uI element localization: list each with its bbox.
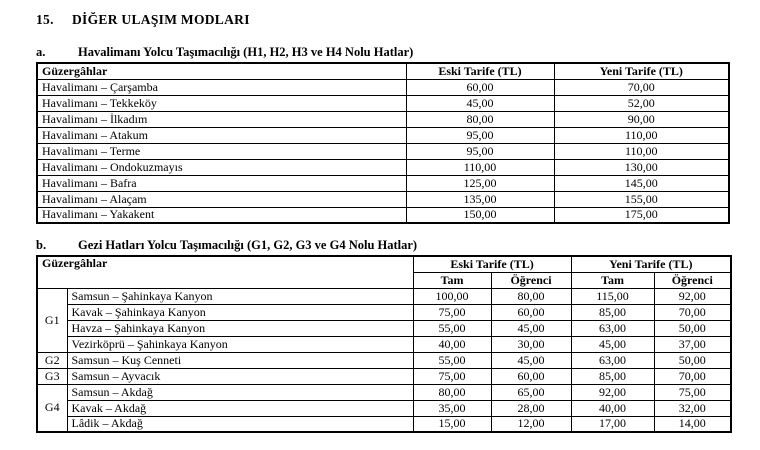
table-row — [37, 352, 731, 368]
route-cell: Havalimanı – Alaçam — [37, 191, 406, 207]
yeni-tarife-cell: 110,00 — [554, 143, 729, 159]
yeni-tam-cell: 40,00 — [571, 400, 654, 416]
table-row — [37, 416, 731, 432]
eski-ogrenci-cell: 60,00 — [491, 368, 571, 384]
route-cell: Havalimanı – Yakakent — [37, 207, 406, 223]
table-row — [37, 384, 731, 400]
yeni-ogrenci-cell: 50,00 — [654, 320, 731, 336]
route-cell: Lâdik – Akdağ — [67, 416, 413, 432]
line-group-cell: G2 — [37, 352, 67, 368]
yeni-ogrenci-cell: 37,00 — [654, 336, 731, 352]
eski-tam-cell: 15,00 — [413, 416, 491, 432]
document-title — [36, 12, 760, 28]
column-header-yeni-tarife: Yeni Tarife (TL) — [571, 256, 731, 272]
eski-ogrenci-cell: 45,00 — [491, 320, 571, 336]
route-cell: Kavak – Şahinkaya Kanyon — [67, 304, 413, 320]
column-header-eski-tam: Tam — [413, 272, 491, 288]
yeni-ogrenci-cell: 92,00 — [654, 288, 731, 304]
column-header-yeni-tarife: Yeni Tarife (TL) — [554, 63, 729, 79]
table-row — [37, 191, 729, 207]
yeni-tam-cell: 85,00 — [571, 368, 654, 384]
airport-table-header-row — [37, 63, 729, 79]
route-cell: Samsun – Kuş Cenneti — [67, 352, 413, 368]
eski-ogrenci-cell: 80,00 — [491, 288, 571, 304]
airport-tariff-table — [36, 62, 730, 224]
yeni-tam-cell: 63,00 — [571, 352, 654, 368]
yeni-tam-cell: 115,00 — [571, 288, 654, 304]
tour-lines-tariff-table — [36, 255, 732, 433]
yeni-tarife-cell: 175,00 — [554, 207, 729, 223]
yeni-ogrenci-cell: 70,00 — [654, 304, 731, 320]
table-row — [37, 368, 731, 384]
table-row — [37, 320, 731, 336]
yeni-tam-cell: 17,00 — [571, 416, 654, 432]
section-b-heading — [36, 238, 760, 253]
column-header-guzergahlar: Güzergâhlar — [37, 256, 413, 288]
section-a-label: a. — [36, 45, 46, 59]
route-cell: Havalimanı – Tekkeköy — [37, 95, 406, 111]
eski-tarife-cell: 110,00 — [406, 159, 554, 175]
column-header-eski-tarife: Eski Tarife (TL) — [413, 256, 571, 272]
table-row — [37, 336, 731, 352]
table-row — [37, 143, 729, 159]
table-row — [37, 127, 729, 143]
table-row — [37, 207, 729, 223]
eski-ogrenci-cell: 28,00 — [491, 400, 571, 416]
yeni-tarife-cell: 90,00 — [554, 111, 729, 127]
route-cell: Havalimanı – Bafra — [37, 175, 406, 191]
route-cell: Samsun – Akdağ — [67, 384, 413, 400]
yeni-tarife-cell: 155,00 — [554, 191, 729, 207]
section-b-label: b. — [36, 238, 47, 252]
column-header-guzergahlar: Güzergâhlar — [37, 63, 406, 79]
yeni-ogrenci-cell: 75,00 — [654, 384, 731, 400]
yeni-ogrenci-cell: 14,00 — [654, 416, 731, 432]
eski-tam-cell: 75,00 — [413, 368, 491, 384]
eski-tarife-cell: 95,00 — [406, 143, 554, 159]
yeni-tam-cell: 92,00 — [571, 384, 654, 400]
column-header-eski-ogrenci: Öğrenci — [491, 272, 571, 288]
yeni-ogrenci-cell: 32,00 — [654, 400, 731, 416]
eski-ogrenci-cell: 30,00 — [491, 336, 571, 352]
yeni-tam-cell: 45,00 — [571, 336, 654, 352]
route-cell: Havalimanı – Ondokuzmayıs — [37, 159, 406, 175]
yeni-tarife-cell: 70,00 — [554, 79, 729, 95]
route-cell: Vezirköprü – Şahinkaya Kanyon — [67, 336, 413, 352]
document-title-text: DİĞER ULAŞIM MODLARI — [72, 12, 250, 27]
eski-tarife-cell: 80,00 — [406, 111, 554, 127]
column-header-eski-tarife: Eski Tarife (TL) — [406, 63, 554, 79]
column-header-yeni-ogrenci: Öğrenci — [654, 272, 731, 288]
yeni-ogrenci-cell: 70,00 — [654, 368, 731, 384]
eski-tarife-cell: 135,00 — [406, 191, 554, 207]
eski-tam-cell: 55,00 — [413, 352, 491, 368]
eski-tam-cell: 40,00 — [413, 336, 491, 352]
eski-ogrenci-cell: 60,00 — [491, 304, 571, 320]
table-row — [37, 159, 729, 175]
table-row — [37, 111, 729, 127]
document-title-number: 15. — [36, 12, 54, 27]
eski-ogrenci-cell: 65,00 — [491, 384, 571, 400]
table-row — [37, 304, 731, 320]
section-a-heading — [36, 45, 760, 60]
eski-tarife-cell: 95,00 — [406, 127, 554, 143]
route-cell: Samsun – Ayvacık — [67, 368, 413, 384]
line-group-cell: G4 — [37, 384, 67, 432]
eski-tam-cell: 80,00 — [413, 384, 491, 400]
eski-tarife-cell: 45,00 — [406, 95, 554, 111]
eski-ogrenci-cell: 12,00 — [491, 416, 571, 432]
table-row — [37, 79, 729, 95]
eski-tarife-cell: 150,00 — [406, 207, 554, 223]
tour-table-header-row-1 — [37, 256, 731, 272]
yeni-ogrenci-cell: 50,00 — [654, 352, 731, 368]
table-row — [37, 175, 729, 191]
route-cell: Havalimanı – Çarşamba — [37, 79, 406, 95]
yeni-tarife-cell: 130,00 — [554, 159, 729, 175]
eski-tam-cell: 35,00 — [413, 400, 491, 416]
eski-ogrenci-cell: 45,00 — [491, 352, 571, 368]
yeni-tam-cell: 85,00 — [571, 304, 654, 320]
route-cell: Samsun – Şahinkaya Kanyon — [67, 288, 413, 304]
column-header-yeni-tam: Tam — [571, 272, 654, 288]
eski-tam-cell: 75,00 — [413, 304, 491, 320]
yeni-tarife-cell: 52,00 — [554, 95, 729, 111]
route-cell: Havalimanı – Atakum — [37, 127, 406, 143]
route-cell: Havalimanı – İlkadım — [37, 111, 406, 127]
table-row — [37, 95, 729, 111]
route-cell: Kavak – Akdağ — [67, 400, 413, 416]
line-group-cell: G1 — [37, 288, 67, 352]
section-b-heading-text: Gezi Hatları Yolcu Taşımacılığı (G1, G2, G3 ve G4 Nolu Hatlar) — [78, 238, 418, 252]
yeni-tarife-cell: 145,00 — [554, 175, 729, 191]
section-a-heading-text: Havalimanı Yolcu Taşımacılığı (H1, H2, H3 ve H4 Nolu Hatlar) — [78, 45, 414, 59]
yeni-tarife-cell: 110,00 — [554, 127, 729, 143]
table-row — [37, 400, 731, 416]
line-group-cell: G3 — [37, 368, 67, 384]
eski-tam-cell: 55,00 — [413, 320, 491, 336]
yeni-tam-cell: 63,00 — [571, 320, 654, 336]
eski-tarife-cell: 60,00 — [406, 79, 554, 95]
route-cell: Havalimanı – Terme — [37, 143, 406, 159]
eski-tam-cell: 100,00 — [413, 288, 491, 304]
eski-tarife-cell: 125,00 — [406, 175, 554, 191]
table-row — [37, 288, 731, 304]
route-cell: Havza – Şahinkaya Kanyon — [67, 320, 413, 336]
